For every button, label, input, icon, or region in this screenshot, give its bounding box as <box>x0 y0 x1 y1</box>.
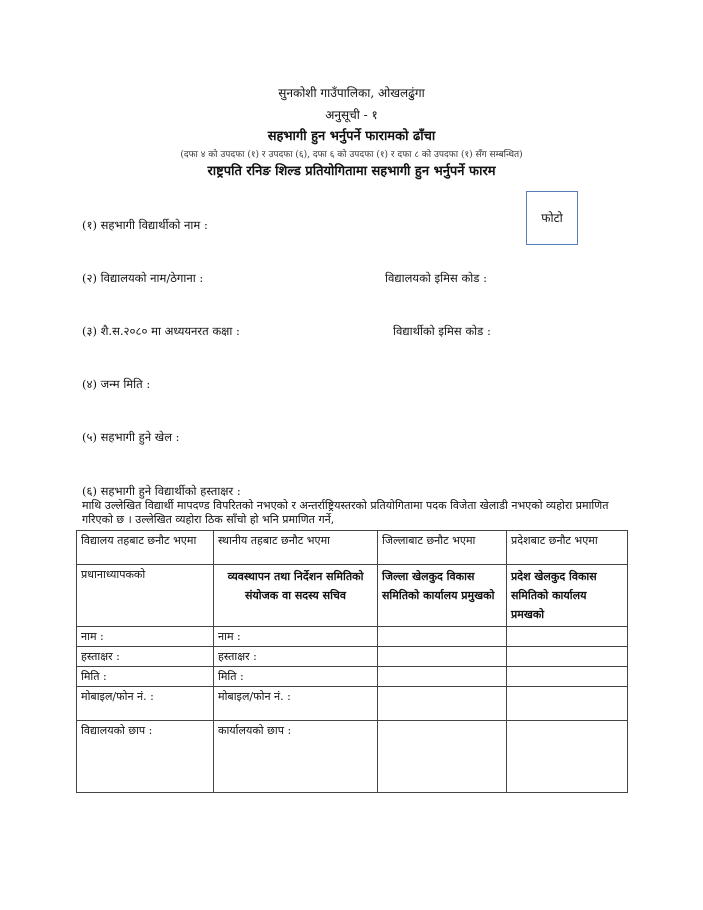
student-name-field[interactable]: (१) सहभागी विद्यार्थीको नाम : <box>82 218 208 232</box>
table-header-row <box>77 531 628 565</box>
stamp-cell-province[interactable] <box>507 721 628 793</box>
role-school: प्रधानाध्यापकको <box>77 565 214 627</box>
role-local: व्यवस्थापन तथा निर्देशन समितिको संयोजक वा सदस्य सचिव <box>214 565 378 627</box>
sign-cell-school[interactable]: हस्ताक्षर : <box>77 647 214 667</box>
legal-reference: (दफा ४ को उपदफा (१) र उपदफा (६), दफा ६ को उपदफा (१) र दफा ८ को उपदफा (१) सँग सम्बन्धित) <box>180 150 523 160</box>
name-cell-province[interactable] <box>507 627 628 647</box>
certification-note: माथि उल्लेखित विद्यार्थी मापदण्ड विपरितको नभएको र अन्तर्राष्ट्रियस्तरको प्रतियोगितामा पदक विजेता खेलाडी नभएको व्यहोरा प्रमाणित गरिएको छ । उल्लेखित व्यहोरा ठिक साँचो हो भनि प्रमाणित गर्ने, <box>82 499 609 526</box>
date-cell-province[interactable] <box>507 667 628 687</box>
name-cell-school[interactable]: नाम : <box>77 627 214 647</box>
table-row-signature <box>77 647 628 667</box>
date-cell-district[interactable] <box>378 667 507 687</box>
table-row-name <box>77 627 628 647</box>
table-row-roles <box>77 565 628 627</box>
date-cell-local[interactable]: मिति : <box>214 667 378 687</box>
phone-cell-province[interactable] <box>507 687 628 721</box>
role-province: प्रदेश खेलकुद विकास समितिको कार्यालय प्रमखको <box>507 565 628 627</box>
annex-label: अनुसूची - १ <box>325 108 378 122</box>
phone-cell-school[interactable]: मोबाइल/फोन नं. : <box>77 687 214 721</box>
photo-label: फोटो <box>541 211 563 225</box>
role-district: जिल्ला खेलकुद विकास समितिको कार्यालय प्रमुखको <box>378 565 507 627</box>
municipality-heading: सुनकोशी गाउँपालिका, ओखलढुंगा <box>278 86 425 100</box>
name-cell-local[interactable]: नाम : <box>214 627 378 647</box>
student-emis-field[interactable]: विद्यार्थीको इमिस कोड : <box>393 324 491 338</box>
stamp-cell-school[interactable]: विद्यालयको छाप : <box>77 721 214 793</box>
phone-cell-district[interactable] <box>378 687 507 721</box>
table-row-phone <box>77 687 628 721</box>
date-cell-school[interactable]: मिति : <box>77 667 214 687</box>
table-row-date <box>77 667 628 687</box>
class-field[interactable]: (३) शै.स.२०८० मा अध्ययनरत कक्षा : <box>82 324 240 338</box>
stamp-cell-local[interactable]: कार्यालयको छाप : <box>214 721 378 793</box>
form-template-title: सहभागी हुन भर्नुपर्ने फारामको ढाँचा <box>267 129 436 144</box>
sign-cell-local[interactable]: हस्ताक्षर : <box>214 647 378 667</box>
form-title: राष्ट्रपति रनिङ शिल्ड प्रतियोगितामा सहभागी हुन भर्नुपर्ने फारम <box>207 164 496 179</box>
sign-cell-province[interactable] <box>507 647 628 667</box>
dob-field[interactable]: (४) जन्म मिति : <box>82 377 151 391</box>
header-province: प्रदेशबाट छनौट भएमा <box>507 531 628 565</box>
signature-field[interactable]: (६) सहभागी हुने विद्यार्थीको हस्ताक्षर : <box>82 484 241 498</box>
school-name-address-field[interactable]: (२) विद्यालयको नाम/ठेगाना : <box>82 271 204 285</box>
name-cell-district[interactable] <box>378 627 507 647</box>
header-district: जिल्लाबाट छनौट भएमा <box>378 531 507 565</box>
sign-cell-district[interactable] <box>378 647 507 667</box>
table-row-stamp <box>77 721 628 793</box>
sport-field[interactable]: (५) सहभागी हुने खेल : <box>82 430 180 444</box>
photo-box[interactable] <box>526 191 578 245</box>
stamp-cell-district[interactable] <box>378 721 507 793</box>
header-school: विद्यालय तहबाट छनौट भएमा <box>77 531 214 565</box>
header-local: स्थानीय तहबाट छनौट भएमा <box>214 531 378 565</box>
phone-cell-local[interactable]: मोबाइल/फोन नं. : <box>214 687 378 721</box>
school-emis-field[interactable]: विद्यालयको इमिस कोड : <box>385 271 487 285</box>
certification-table <box>76 530 628 793</box>
